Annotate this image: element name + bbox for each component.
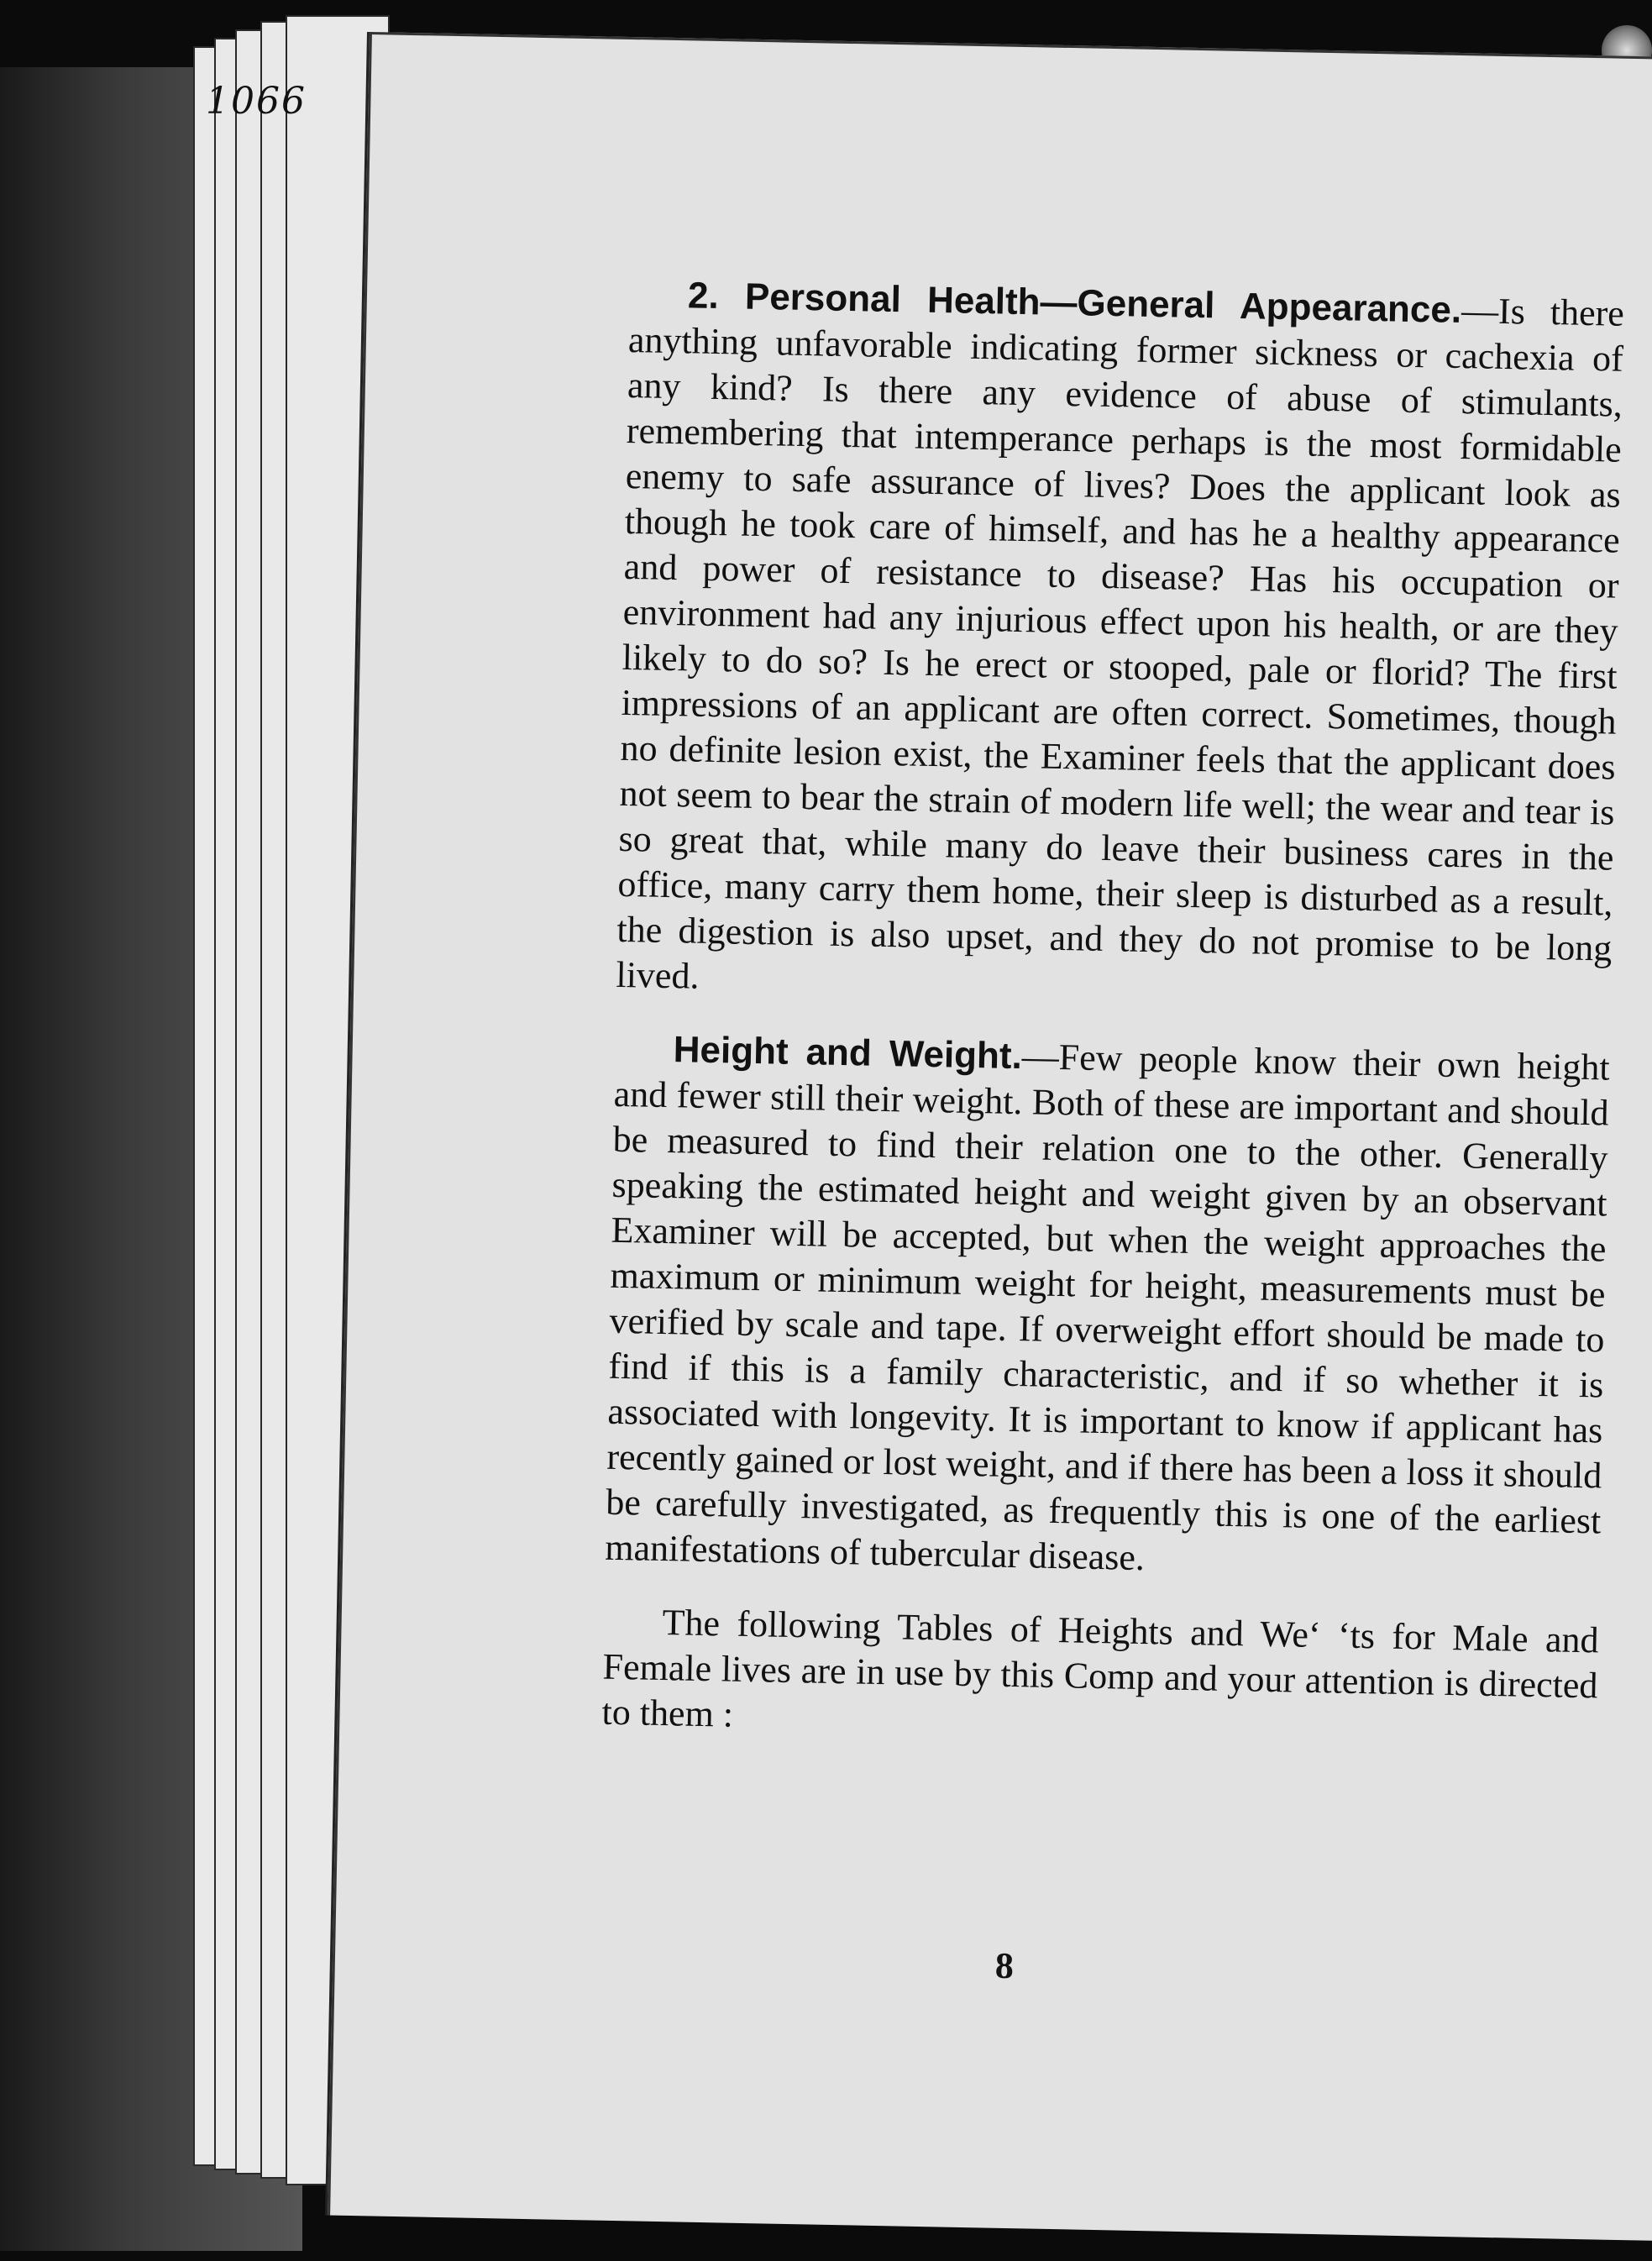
personal-health-heading: 2. Personal Health—General Appearance. bbox=[687, 275, 1462, 332]
page-text bbox=[600, 272, 1624, 1782]
height-weight-paragraph bbox=[605, 1026, 1610, 1590]
personal-health-text: —Is there anything unfavorable indicating former sickness or cachexia of any kind? Is there any evidence of abuse of stimulants, remembering that intemperance perhaps is the most formidable enemy to safe assurance of lives? Does the applicant look as though he took care of himself, and has he a healthy appearance and power of resistance to disease? Has his occupation or environment had any injurious effect upon his health, or are they likely to do so? Is he erect or stooped, pale or florid? The first impressions of an applicant are often correct. Sometimes, though no definite lesion exist, the Examiner feels that the applicant does not seem to bear the strain of modern life well; the wear and tear is so great that, while many do leave their business cares in the office, many carry them home, their sleep is disturbed as a result, the digestion is also upset, and they do not promise to be long lived. bbox=[616, 290, 1625, 997]
height-weight-text: —Few people know their own height and fewer still their weight. Both of these are important and should be measured to find their relation one to the other. Generally speaking the estimated height and weight given by an observant Examiner will be accepted, but when the weight approaches the maximum or minimum weight for height, measurements must be verified by scale and tape. If overweight effort should be made to find if this is a family characteristic, and if so whether it is associated with longevity. It is important to know if applicant has recently gained or lost weight, and if there has been a loss it should be carefully investigated, as frequently this is one of the earliest manifestations of tubercular disease. bbox=[604, 1036, 1611, 1579]
handwritten-number: 1066 bbox=[206, 80, 307, 123]
page-number: 8 bbox=[994, 1944, 1015, 1987]
height-weight-heading: Height and Weight. bbox=[673, 1029, 1023, 1078]
personal-health-paragraph bbox=[616, 272, 1624, 1017]
tables-intro-paragraph: The following Tables of Heights and We‘ ‘ts for Male and Female lives are in use by this Comp and your attention is directed to them : bbox=[601, 1602, 1599, 1735]
top-dark-edge bbox=[311, 0, 1652, 34]
book-page bbox=[328, 32, 1652, 2241]
